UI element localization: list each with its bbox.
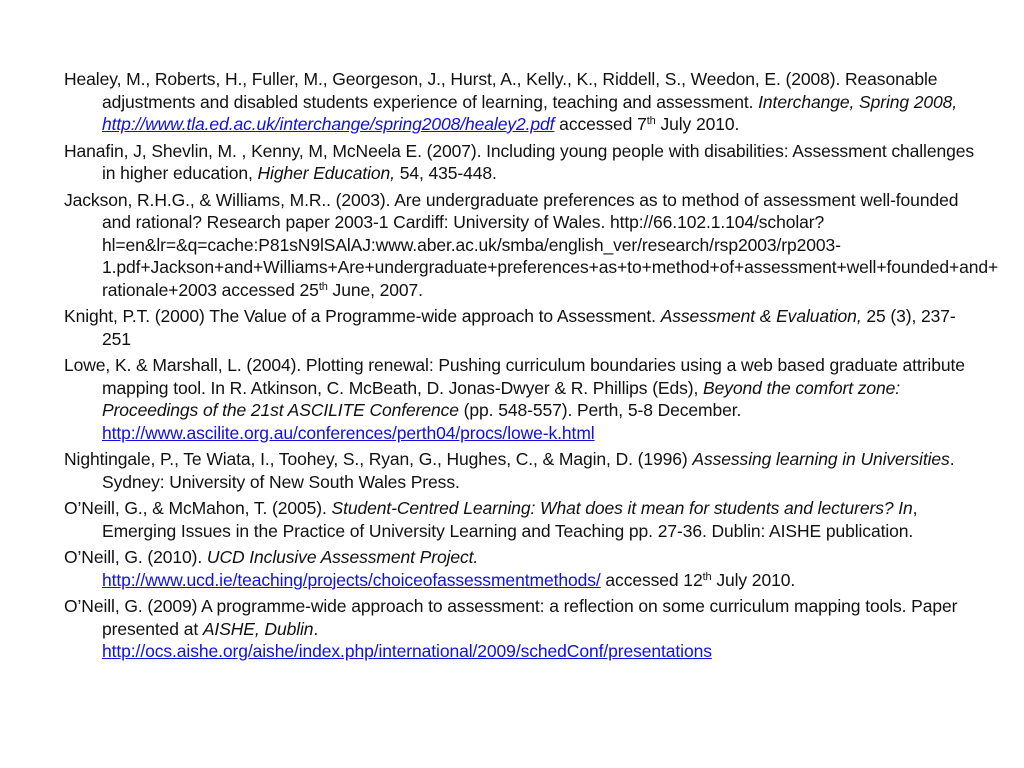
reference-text: Hanafin, J, Shevlin, M. , Kenny, M, McNeela E. (2007). Including young people with disabilities: Assessment challenges in higher education, xyxy=(64,140,975,183)
reference-text: Nightingale, P., Te Wiata, I., Toohey, S., Ryan, G., Hughes, C., & Magin, D. (1996) xyxy=(64,449,693,469)
book-title: Assessing learning in Universities xyxy=(692,449,950,469)
reference-text: O’Neill, G., & McMahon, T. (2005). xyxy=(64,498,332,518)
ordinal-suffix: th xyxy=(646,115,656,127)
access-date-end: July 2010. xyxy=(711,569,796,590)
reference-text: Knight, P.T. (2000) The Value of a Programme-wide approach to Assessment. xyxy=(64,306,661,326)
proceedings-title: Beyond the comfort zone: Proceedings of the 21st ASCILITE Conference xyxy=(102,377,901,420)
reference-publisher: , Emerging Issues in the Practice of University Learning and Teaching pp. 27-36. Dublin: AISHE publication. xyxy=(102,498,918,541)
reference-text: O’Neill, G. (2010). xyxy=(64,547,207,567)
access-date-end: July 2010. xyxy=(655,114,740,134)
reference-text: Jackson, R.H.G., & Williams, M.R.. (2003). Are undergraduate preferences as to method of assessment well-founded and rational? Research paper 2003-1 Cardiff: University of Wales. http://66.102.1.104/scholar?hl=en&lr=&q=cache:P81sN9lSAlAJ:www.aber.ac.uk/smba/english_ver/research/rsp2003/rp2003-1.pdf+Jackson+and+Williams+Are+undergraduate+preferences+as+to+method+of+assessment+well+founded+and+ rationale+2003 accessed 25 xyxy=(64,189,999,300)
reference-separator: . xyxy=(313,618,319,639)
access-date-end: June, 2007. xyxy=(327,279,423,300)
reference-pages: (pp. 548-557). Perth, 5-8 December. xyxy=(458,400,742,420)
reference-text: Healey, M., Roberts, H., Fuller, M., Georgeson, J., Hurst, A., Kelly., K., Riddell, S., Weedon, E. (2008). Reasonable adjustments and disabled students experience of learning, teaching and assessment. xyxy=(64,69,938,112)
journal-title: Higher Education, xyxy=(257,163,395,183)
access-date: accessed 12 xyxy=(600,569,703,590)
reference-jackson xyxy=(64,189,999,302)
reference-link[interactable]: http://www.ucd.ie/teaching/projects/choiceofassessmentmethods/ xyxy=(102,569,601,590)
reference-hanafin xyxy=(64,140,980,185)
reference-publisher: . Sydney: University of New South Wales Press. xyxy=(102,449,955,492)
journal-title: Assessment & Evaluation, xyxy=(660,306,862,326)
reference-healey xyxy=(64,68,980,136)
reference-link-text: http://www.tla.ed.ac.uk/interchange/spring2008/healey2.pdf xyxy=(102,114,555,134)
reference-text: O’Neill, G. (2009) A programme-wide approach to assessment: a reflection on some curriculum mapping tools. Paper presented at xyxy=(64,596,958,639)
conference-title: AISHE, Dublin xyxy=(202,618,314,639)
reference-volume: 25 (3), 237-251 xyxy=(102,306,956,349)
reference-volume: 54, 435-448. xyxy=(394,163,497,183)
reference-knight xyxy=(64,305,980,350)
reference-link[interactable]: http://www.ascilite.org.au/conferences/perth04/procs/lowe-k.html xyxy=(102,422,595,443)
reference-link[interactable] xyxy=(102,114,554,134)
access-date: accessed 7 xyxy=(554,114,647,134)
reference-text: Lowe, K. & Marshall, L. (2004). Plotting renewal: Pushing curriculum boundaries using a web based graduate attribute mapping tool. In R. Atkinson, C. McBeath, D. Jonas-Dwyer & R. Phillips (Eds), xyxy=(64,355,965,398)
reference-nightingale xyxy=(64,448,980,493)
journal-title: Interchange, Spring 2008, xyxy=(758,91,958,112)
reference-oneill-2009 xyxy=(64,595,980,663)
reference-oneill-2005 xyxy=(64,497,980,542)
ordinal-suffix: th xyxy=(318,280,328,293)
ordinal-suffix: th xyxy=(702,570,712,583)
reference-link[interactable]: http://ocs.aishe.org/aishe/index.php/international/2009/schedConf/presentations xyxy=(102,641,712,661)
chapter-title: Student-Centred Learning: What does it mean for students and lecturers? In xyxy=(331,498,913,518)
reference-lowe xyxy=(64,354,980,444)
project-title: UCD Inclusive Assessment Project. xyxy=(206,547,479,567)
reference-oneill-2010 xyxy=(64,546,980,591)
